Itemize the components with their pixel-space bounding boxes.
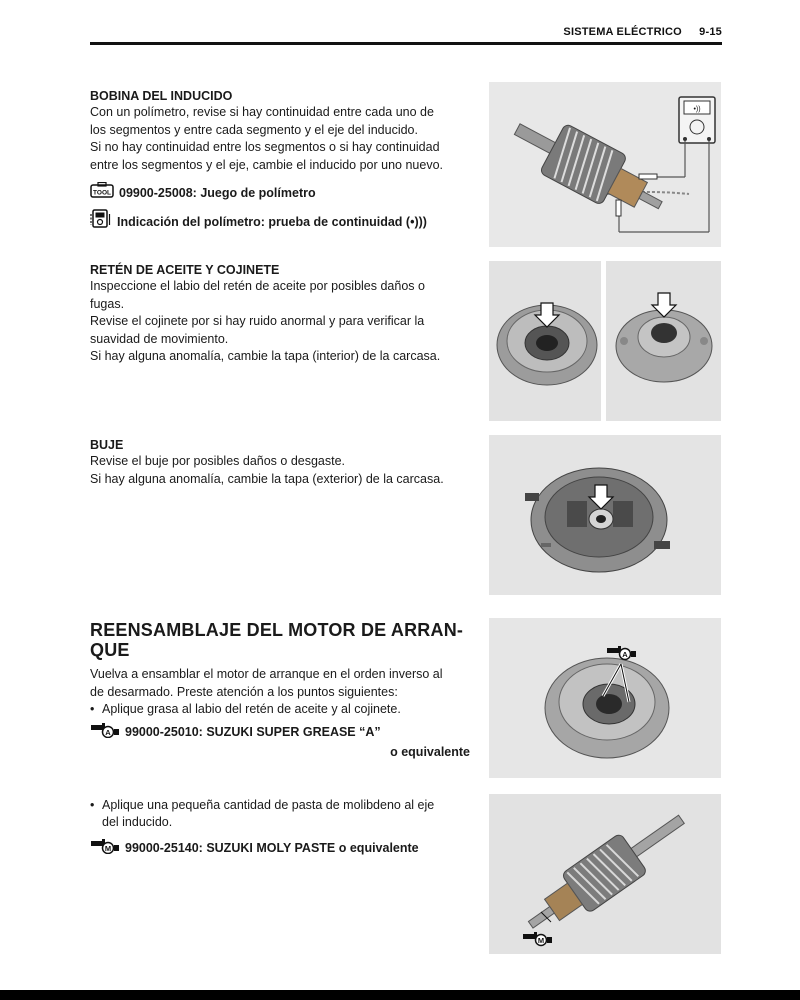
multimeter-setting (90, 209, 470, 234)
paragraph-line: Revise el buje por posibles daños o desgaste. (90, 454, 346, 468)
section-reensamblaje (90, 620, 470, 859)
list-item-continuation: del inducido. (102, 815, 173, 829)
list-item: • Aplique una pequeña cantidad de pasta de molibdeno al eje (90, 797, 435, 812)
armature-moly-photo (489, 794, 721, 954)
section-bobina (90, 88, 470, 234)
armature-multimeter-photo (489, 82, 721, 247)
multimeter-indication: Indicación del polímetro: prueba de continuidad (•))) (117, 214, 427, 229)
section-title: BUJE (90, 438, 124, 452)
paragraph-line: fugas. (90, 296, 125, 311)
svg-text:•)): •)) (693, 106, 701, 113)
paragraph-line: Si no hay continuidad entre los segmentos o si hay continuidad (90, 140, 440, 154)
moly-number: 99000-25140: SUZUKI MOLY PASTE o equivalente (125, 841, 419, 855)
paragraph-line: de desarmado. Preste atención a los puntos siguientes: (90, 684, 398, 699)
paragraph-line: Si hay alguna anomalía, cambie la tapa (exterior) de la carcasa. (90, 471, 444, 486)
paragraph-line: Con un polímetro, revise si hay continuidad entre cada uno de (90, 105, 434, 119)
tool-reference (90, 182, 470, 203)
svg-text:M: M (537, 936, 545, 945)
svg-text:A: A (105, 727, 111, 737)
paragraph-line: los segmentos y entre cada segmento y el eje del inducido. (90, 122, 418, 137)
page-header (90, 26, 722, 45)
grease-equivalent: o equivalente (390, 744, 470, 759)
paragraph-line: Vuelva a ensamblar el motor de arranque en el orden inverso al (90, 667, 443, 681)
tool-icon (90, 182, 114, 203)
paragraph-line: Inspeccione el labio del retén de aceite por posibles daños o (90, 279, 425, 293)
tool-number: 09900-25008: Juego de polímetro (119, 185, 316, 200)
list-item: • Aplique grasa al labio del retén de aceite y al cojinete. (90, 702, 401, 716)
grease-a-icon (90, 722, 120, 743)
oil-seal-photo-outer (606, 261, 721, 421)
oil-seal-photo-inner (489, 261, 601, 421)
grease-reference (90, 722, 470, 743)
multimeter-icon (90, 209, 112, 234)
svg-text:A: A (622, 650, 628, 659)
moly-reference (90, 838, 470, 859)
header-page-number: 9-15 (699, 26, 722, 38)
svg-text:M: M (104, 843, 112, 853)
paragraph-line: entre los segmentos y el eje, cambie el inducido por uno nuevo. (90, 157, 443, 172)
bushing-photo (489, 435, 721, 595)
paragraph-line: suavidad de movimiento. (90, 331, 229, 346)
paragraph-line: Revise el cojinete por si hay ruido anormal y para verificar la (90, 314, 425, 328)
section-title: RETÉN DE ACEITE Y COJINETE (90, 263, 280, 277)
section-title: BOBINA DEL INDUCIDO (90, 89, 233, 103)
section-reten (90, 262, 470, 366)
paragraph-line: Si hay alguna anomalía, cambie la tapa (interior) de la carcasa. (90, 349, 441, 363)
grease-application-photo (489, 618, 721, 778)
moly-paste-icon (90, 838, 120, 859)
section-buje (90, 437, 470, 488)
header-section: SISTEMA ELÉCTRICO (563, 26, 682, 38)
grease-number: 99000-25010: SUZUKI SUPER GREASE “A” (125, 725, 381, 739)
section-heading: REENSAMBLAJE DEL MOTOR DE ARRAN- QUE (90, 620, 464, 660)
svg-text:TOOL: TOOL (93, 189, 111, 197)
